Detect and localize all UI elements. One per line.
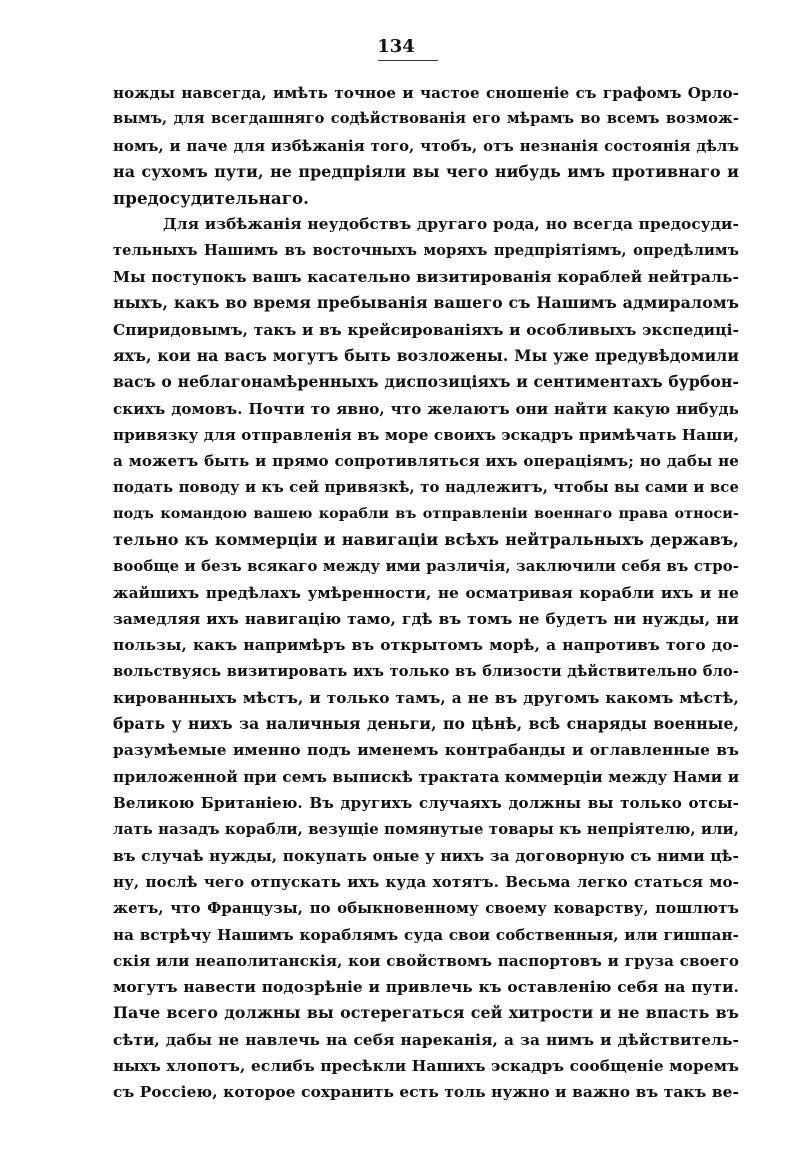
text-line: скія или неаполитанскія, кои свойствомъ паспортовъ и груза своего — [113, 951, 739, 970]
text-line: яхъ, кои на васъ могутъ быть возложены. Мы уже предувѣдомили — [113, 345, 739, 365]
text-line: на сухомъ пути, не предпріяли вы чего нибудь имъ противнаго и — [113, 161, 739, 181]
page-number-rule — [378, 60, 438, 61]
text-line: тельно къ коммерціи и навигаціи всѣхъ нейтральныхъ державъ, — [113, 530, 739, 550]
text-line: брать у нихъ за наличныя деньги, по цѣнѣ, всѣ снаряды военные, — [113, 714, 739, 734]
text-line: Мы поступокъ вашъ касательно визитированія кораблей нейтраль- — [113, 268, 739, 287]
text-line: замедляя ихъ навигацію тамо, гдѣ въ томъ не будетъ ни нужды, ни — [113, 609, 739, 628]
text-line: вообще и безъ всякаго между ими различія, заключили себя въ стро- — [113, 557, 739, 576]
text-line: въ случаѣ нужды, покупать оные у нихъ за договорную съ ними цѣ- — [113, 846, 739, 865]
body-text — [113, 80, 739, 1106]
text-line: пользы, какъ напримѣръ въ открытомъ морѣ, а напротивъ того до- — [113, 636, 739, 655]
text-line: а можетъ быть и прямо сопротивляться ихъ операціямъ; но дабы не — [113, 452, 739, 471]
text-line: съ Россіею, которое сохранить есть толь нужно и важно въ такъ ве- — [113, 1083, 739, 1102]
text-line: Спиридовымъ, такъ и въ крейсированіяхъ и особливыхъ экспедиці- — [113, 320, 739, 339]
text-line: вольствуясь визитировать ихъ только въ близости дѣйствительно бло- — [113, 662, 739, 680]
text-line: ныхъ хлопотъ, еслибъ пресѣкли Нашихъ эскадръ сообщеніе моремъ — [113, 1056, 739, 1075]
text-line: ныхъ, какъ во время пребыванія вашего съ Нашимъ адмираломъ — [113, 293, 739, 313]
text-line: скихъ домовъ. Почти то явно, что желаютъ они найти какую нибудь — [113, 399, 739, 418]
text-line: вымъ, для всегдашняго содѣйствованія его мѣрамъ во всемъ возмож- — [113, 110, 739, 128]
text-line: ну, послѣ чего отпускать ихъ куда хотятъ. Весьма легко статься мо- — [113, 872, 739, 891]
text-line: васъ о неблагонамѣренныхъ диспозиціяхъ и сентиментахъ бурбон- — [113, 372, 739, 392]
text-line: ножды навсегда, имѣть точное и частое сношеніе съ графомъ Орло- — [113, 84, 739, 102]
text-line: тельныхъ Нашимъ въ восточныхъ моряхъ предпріятіямъ, опредѣлимъ — [113, 241, 739, 259]
text-line: жайшихъ предѣлахъ умѣренности, не осматривая корабли ихъ и не — [113, 583, 739, 602]
text-line: номъ, и паче для избѣжанія того, чтобъ, отъ незнанія состоянія дѣлъ — [113, 136, 739, 155]
text-line: могутъ навести подозрѣніе и привлечь къ оставленію себя на пути. — [113, 978, 739, 997]
text-line: Паче всего должны вы остерегаться сей хитрости и не впасть въ — [113, 1003, 739, 1023]
text-line: Великою Британіею. Въ другихъ случаяхъ должны вы только отсы- — [113, 794, 739, 813]
text-line: подать поводу и къ сей привязкѣ, то надлежитъ, чтобы вы сами и все — [113, 478, 739, 497]
text-line: предосудительнаго. — [113, 188, 310, 209]
text-line: подъ командою вашею корабли въ отправленіи военнаго права относи- — [113, 505, 739, 522]
text-line: привязку для отправленія въ море своихъ эскадръ примѣчать Наши, — [113, 425, 740, 444]
text-line: на встрѣчу Нашимъ кораблямъ суда свои собственныя, или гишпан- — [113, 925, 739, 944]
text-line: разумѣемые именно подъ именемъ контрабанды и оглавленные въ — [113, 741, 739, 760]
text-line: лать назадъ корабли, везущіе помянутые товары къ непріятелю, или, — [113, 820, 739, 839]
text-line: Для избѣжанія неудобствъ другаго рода, но всегда предосуди- — [163, 215, 739, 234]
text-line: приложенной при семъ выпискѣ трактата коммерціи между Нами и — [113, 767, 740, 786]
page-number: 134 — [377, 36, 415, 57]
text-line: жетъ, что Французы, по обыкновенному своему коварству, пошлютъ — [113, 899, 739, 918]
text-line: сѣти, дабы не навлечь на себя нареканія, а за нимъ и дѣйствитель- — [113, 1030, 739, 1049]
text-line: кированныхъ мѣстъ, и только тамъ, а не въ другомъ какомъ мѣстѣ, — [113, 688, 739, 707]
